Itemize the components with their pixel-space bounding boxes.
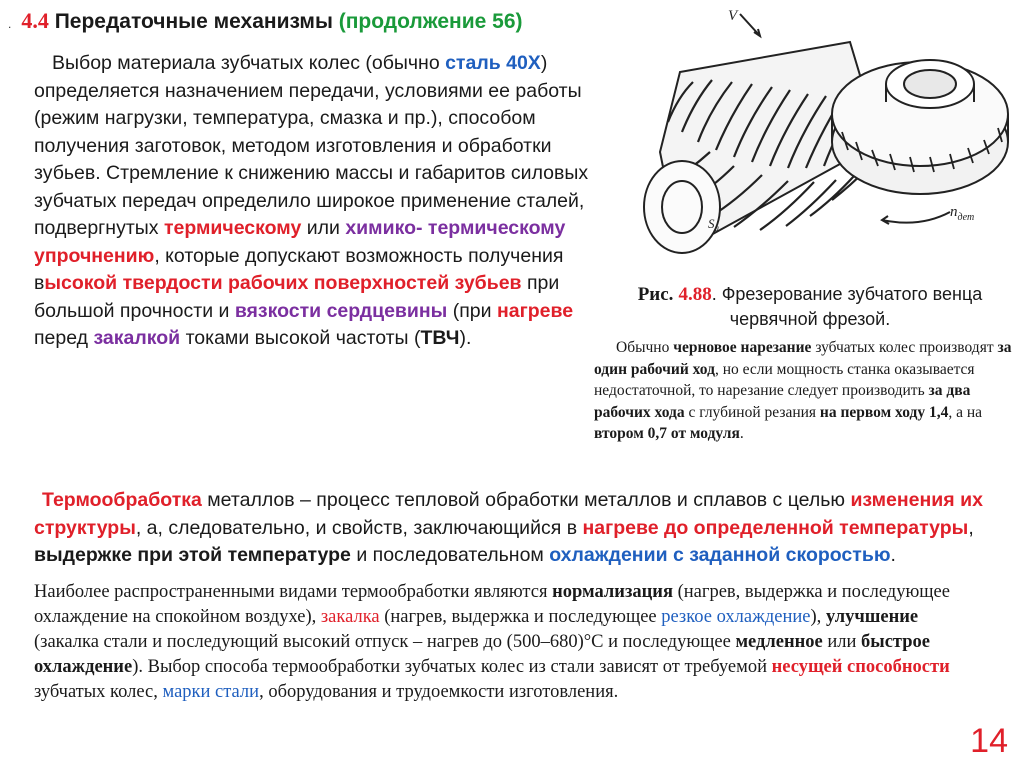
side-note: Обычно черновое нарезание зубчатых колес производят за один рабочий ход, но если мощность станка оказывается недостаточной, то нарезание следует производить за два рабочих хода с глубиной резания на первом ходу 1,4, а на втором 0,7 от модуля.	[594, 339, 1012, 442]
title-bullet: .	[8, 17, 12, 31]
velocity-label: V	[728, 8, 738, 24]
figure-number: 4.88	[678, 284, 712, 305]
heat-treatment-types: Наиболее распространенными видами термообработки являются нормализация (нагрев, выдержка и последующее охлаждение на спокойном воздухе), закалка (нагрев, выдержка и последующее резкое охлаждение), улучшение (закалка стали и последующий высокий отпуск – нагрев до (500–680)°С и последующее медленное или быстрое охлаждение). Выбор способа термообработки зубчатых колес из стали зависят от требуемой несущей способности зубчатых колес, марки стали, оборудования и трудоемкости изготовления.	[34, 582, 950, 702]
term-heat-treatment: Термообработка	[42, 489, 202, 511]
hob-milling-drawing	[620, 2, 1020, 270]
feed-label: $S_a$	[708, 216, 719, 233]
heat-treatment-definition: Термообработка металлов – процесс тепловой обработки металлов и сплавов с целью изменения их структуры, а, следовательно, и свойств, заключающийся в нагреве до определенной температуры, выдержке при этой температуре и последовательном охлаждении с заданной скоростью.	[34, 489, 983, 566]
hob-milling-figure	[620, 2, 1020, 270]
steel-grade: сталь 40Х	[445, 52, 541, 74]
section-continuation: (продолжение 56)	[338, 10, 523, 33]
intro-paragraph: Выбор материала зубчатых колес (обычно сталь 40Х) определяется назначением передачи, условиями ее работы (режим нагрузки, температура, смазка и пр.), способом получения заготовок, методом изготовления и обработки зубьев. Стремление к снижению массы и габаритов силовых зубчатых передач определило широкое применение сталей, подвергнутых термическому или химико- термическому упрочнению, которые допускают возможность получения высокой твердости рабочих поверхностей зубьев при большой прочности и вязкости сердцевины (при нагреве перед закалкой токами высокой частоты (ТВЧ).	[34, 52, 589, 349]
section-title: Передаточные механизмы	[54, 10, 333, 33]
figure-caption: Рис. 4.88. Фрезерование зубчатого венца червячной фрезой.	[637, 284, 983, 329]
page-number: 14	[970, 722, 1008, 760]
slide-title	[8, 8, 523, 34]
section-number: 4.4	[21, 8, 49, 33]
rotation-label: $n_{дет}$	[950, 204, 975, 223]
